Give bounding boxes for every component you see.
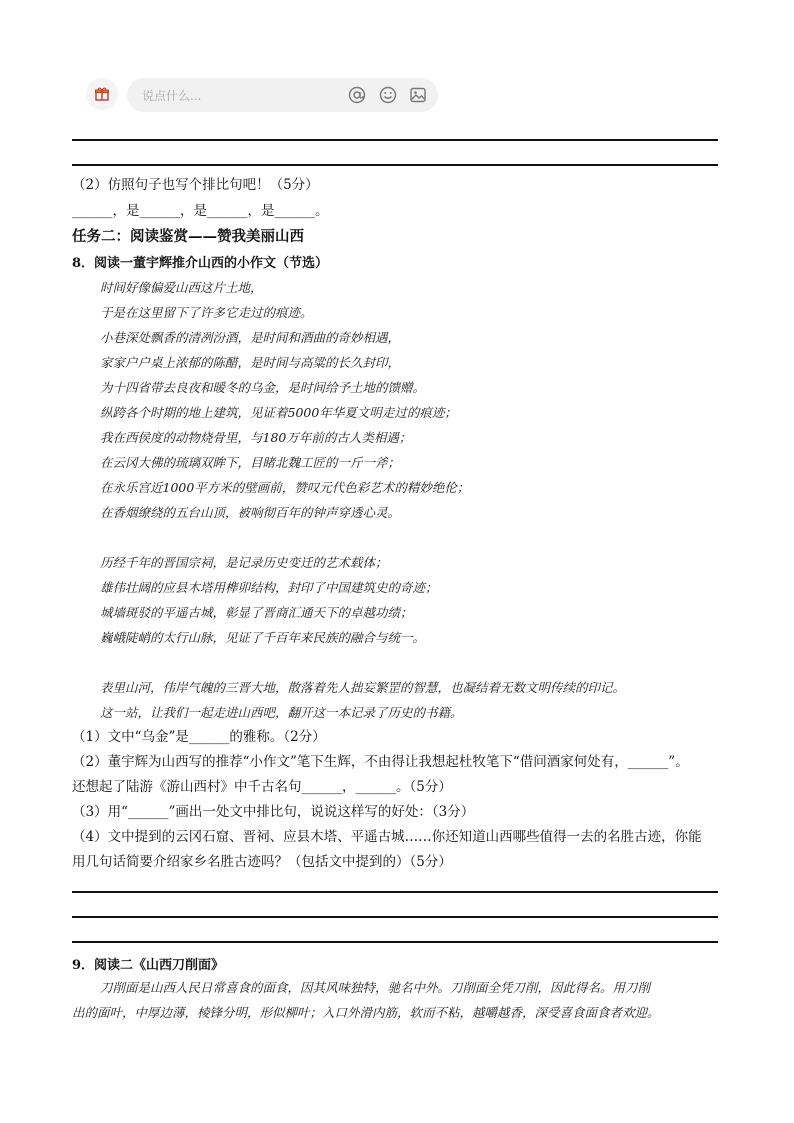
q8-question-4: （4）文中提到的云冈石窟、晋祠、应县木塔、平遥古城……你还知道山西哪些值得一去的名胜古迹，你能 xyxy=(72,829,702,845)
at-icon[interactable] xyxy=(348,86,366,104)
q9-title: 9．阅读二《山西刀削面》 xyxy=(72,958,225,973)
poem-line: 在永乐宫近1000平方米的壁画前，赞叹元代色彩艺术的精妙绝伦； xyxy=(100,480,470,495)
q8-title: 8．阅读一董宇辉推介山西的小作文（节选） xyxy=(72,256,329,271)
answer-line xyxy=(72,139,718,141)
poem-line: 时间好像偏爱山西这片土地， xyxy=(100,280,263,295)
poem-line: 我在西侯度的动物烧骨里，与180万年前的古人类相遇； xyxy=(100,430,412,445)
gift-icon xyxy=(94,86,110,102)
q8-question-1: （1）文中“乌金”是______的雅称。（2分） xyxy=(72,729,326,745)
poem-line: 巍峨陡峭的太行山脉，见证了千百年来民族的融合与统一。 xyxy=(100,630,426,645)
poem-line: 历经千年的晋国宗祠，是记录历史变迁的艺术载体； xyxy=(100,555,388,570)
comment-placeholder: 说点什么... xyxy=(142,89,202,103)
poem-line: 在云冈大佛的琉璃双眸下，目睹北魏工匠的一斤一斧； xyxy=(100,455,401,470)
poem-line: 为十四省带去良夜和暖冬的乌金，是时间给予土地的馈赠。 xyxy=(100,380,426,395)
poem-line: 雄伟壮阔的应县木塔用榫卯结构，封印了中国建筑史的奇迹； xyxy=(100,580,438,595)
comment-input[interactable] xyxy=(127,78,438,112)
q2-blank-line: ______，是______，是______，是______。 xyxy=(72,203,329,219)
poem-line: 于是在这里留下了许多它走过的痕迹。 xyxy=(100,305,313,320)
answer-line xyxy=(72,941,718,943)
q8-question-2: （2）董宇辉为山西写的推荐“小作文”笔下生辉，不由得让我想起杜牧笔下“借问酒家何处有，______”。 xyxy=(72,754,689,770)
q9-text-line: 出的面叶，中厚边薄，棱锋分明，形似柳叶；入口外滑内筋，软而不粘，越嚼越香，深受喜食面食者欢迎。 xyxy=(72,1005,660,1020)
answer-line xyxy=(72,891,718,893)
gift-button[interactable] xyxy=(86,78,118,110)
q8-question-3: （3）用“______”画出一处文中排比句，说说这样写的好处：（3分） xyxy=(72,804,475,820)
q9-text-line: 刀削面是山西人民日常喜食的面食，因其风味独特，驰名中外。刀削面全凭刀削，因此得名。用刀削 xyxy=(100,980,651,995)
poem-line: 小巷深处飘香的清冽汾酒，是时间和酒曲的奇妙相遇， xyxy=(100,330,401,345)
passage-line: 表里山河，伟岸气魄的三晋大地，散落着先人拙妄繁罡的智慧，也凝结着无数文明传续的印记。 xyxy=(100,680,626,695)
poem-line: 城墙斑驳的平遥古城，彰显了晋商汇通天下的卓越功绩； xyxy=(100,605,413,620)
poem-line: 纵跨各个时期的地上建筑，见证着5000年华夏文明走过的痕迹； xyxy=(100,405,457,420)
emoji-icon[interactable] xyxy=(379,86,397,104)
q8-question-4-cont: 用几句话简要介绍家乡名胜古迹吗？（包括文中提到的）（5分） xyxy=(72,854,452,870)
answer-line xyxy=(72,164,718,166)
q2-sub-question: （2）仿照句子也写个排比句吧！（5分） xyxy=(72,177,319,193)
passage-line: 这一站，让我们一起走进山西吧，翻开这一本记录了历史的书籍。 xyxy=(100,705,463,720)
q8-question-2-cont: 还想起了陆游《游山西村》中千古名句______，______。（5分） xyxy=(72,779,452,795)
image-icon[interactable] xyxy=(409,86,427,104)
poem-line: 在香烟缭绕的五台山顶，被响彻百年的钟声穿透心灵。 xyxy=(100,505,401,520)
task2-title: 任务二：阅读鉴赏——赞我美丽山西 xyxy=(72,228,304,245)
answer-line xyxy=(72,916,718,918)
poem-line: 家家户户桌上浓郁的陈醋，是时间与高粱的长久封印， xyxy=(100,355,401,370)
